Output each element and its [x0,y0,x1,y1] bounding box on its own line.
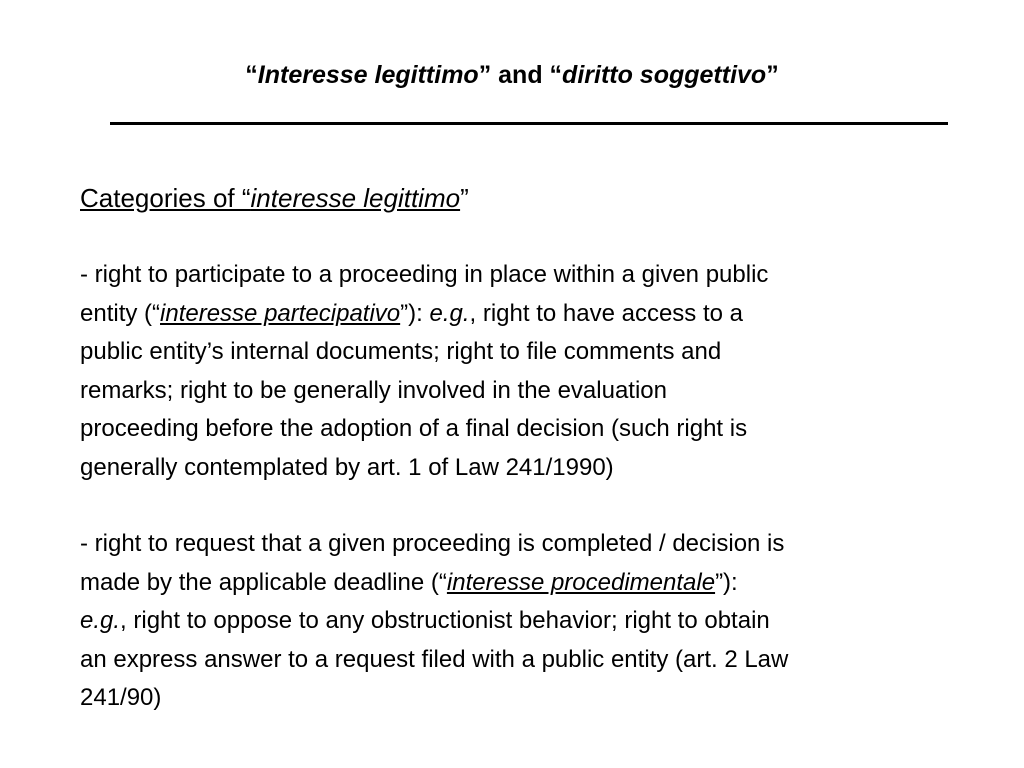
section-heading [80,178,950,218]
title-term-interesse-legittimo: Interesse legittimo [257,61,479,89]
heading-suffix: ” [460,183,469,213]
heading-term: interesse legittimo [250,183,461,213]
paragraph-gap [80,487,950,525]
paragraph2-line4: an express answer to a request filed with a public entity (art. 2 Law [80,645,789,673]
p2-l2-text-a: made by the applicable deadline (“ [80,568,447,596]
paragraph1-line5: proceeding before the adoption of a final decision (such right is [80,415,748,442]
paragraph1-line3: public entity’s internal documents; right to file comments and [80,338,722,365]
p1-eg: e.g. [429,299,470,327]
paragraph2-line5: 241/90) [80,684,162,711]
p2-eg: e.g. [80,607,121,634]
slide-body [80,178,950,718]
p1-l2-text-c: , right to have access to a [469,299,743,327]
term-interesse-procedimentale: interesse procedimentale [446,568,716,596]
paragraph1-line1: - right to participate to a proceeding in place within a given public [80,261,769,288]
paragraph-interesse-procedimentale [80,525,950,718]
paragraph2-line2 [80,564,950,603]
title-close-quote: ” [766,61,779,89]
p1-l2-text-b: ”): [400,299,430,327]
paragraph1-line4: remarks; right to be generally involved in the evaluation [80,376,667,404]
paragraph2-line1: - right to request that a given proceeding is completed / decision is [80,530,785,557]
heading-prefix: Categories of “ [80,183,251,213]
title-term-diritto-soggettivo: diritto soggettivo [562,61,767,89]
term-interesse-partecipativo: interesse partecipativo [160,299,401,327]
p2-l2-text-b: ”): [715,568,738,596]
paragraph1-line6: generally contemplated by art. 1 of Law 241/1990) [80,453,614,481]
title-divider-line [110,122,948,125]
p2-l3-text-a: , right to oppose to any obstructionist behavior; right to obtain [120,607,770,634]
title-open-quote: “ [245,61,258,89]
paragraph1-line2 [80,295,950,334]
title-and: ” and “ [478,61,563,89]
paragraph-interesse-partecipativo [80,256,950,487]
slide-title [0,58,1024,92]
p1-l2-text-a: entity (“ [80,299,161,327]
paragraph2-line3 [80,602,950,641]
section-heading-underlined [80,183,460,213]
